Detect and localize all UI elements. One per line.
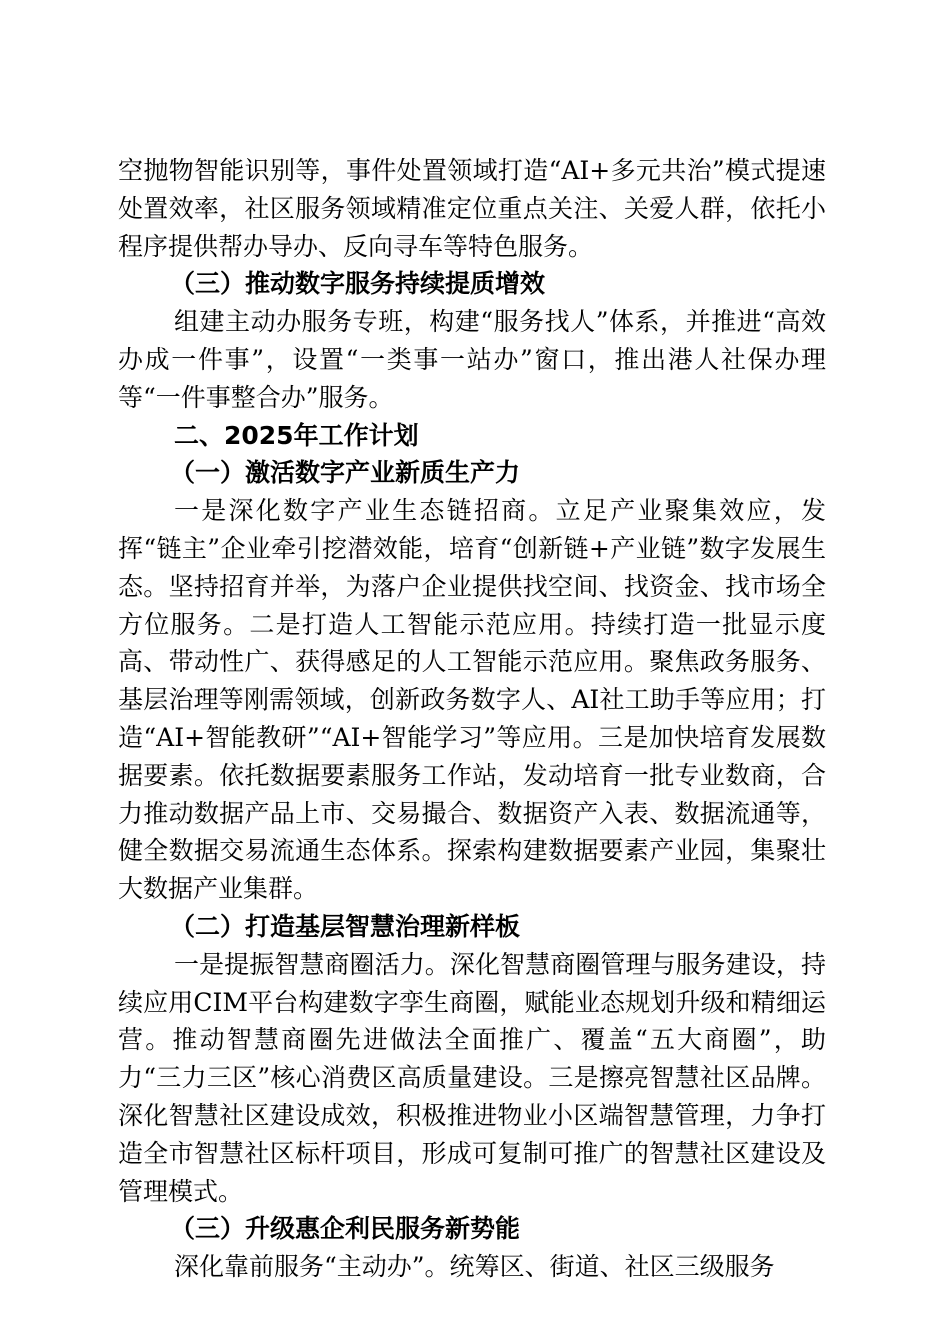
section-subheading: （三）推动数字服务持续提质增效 [170, 269, 546, 299]
section-subheading: （二）打造基层智慧治理新样板 [170, 911, 521, 941]
body-paragraph: 空抛物智能识别等，事件处置领域打造“AI+多元共治”模式提速处置效率，社区服务领域精准定位重点关注、关爱人群，依托小程序提供帮办导办、反向寻车等特色服务。 [118, 156, 826, 261]
body-paragraph: 一是提振智慧商圈活力。深化智慧商圈管理与服务建设，持续应用CIM平台构建数字孪生商圈，赋能业态规划升级和精细运营。推动智慧商圈先进做法全面推广、覆盖“五大商圈”，助力“三力三区”核心消费区高质量建设。三是擦亮智慧社区品牌。深化智慧社区建设成效，积极推进物业小区端智慧管理，力争打造全市智慧社区标杆项目，形成可复制可推广的智慧社区建设及管理模式。 [118, 949, 826, 1206]
body-paragraph: 深化靠前服务“主动办”。统筹区、街道、社区三级服务 [174, 1252, 775, 1282]
section-subheading: （三）升级惠企利民服务新势能 [170, 1214, 521, 1244]
body-paragraph: 一是深化数字产业生态链招商。立足产业聚集效应，发挥“链主”企业牵引挖潜效能，培育“创新链+产业链”数字发展生态。坚持招育并举，为落户企业提供找空间、找资金、找市场全方位服务。二是打造人工智能示范应用。持续打造一批显示度高、带动性广、获得感足的人工智能示范应用。聚焦政务服务、基层治理等刚需领域，创新政务数字人、AI社工助手等应用；打造“AI+智能教研”“AI+智能学习”等应用。三是加快培育发展数据要素。依托数据要素服务工作站，发动培育一批专业数商，合力推动数据产品上市、交易撮合、数据资产入表、数据流通等，健全数据交易流通生态体系。探索构建数据要素产业园，集聚壮大数据产业集群。 [118, 496, 826, 904]
section-heading: 二、2025年工作计划 [174, 420, 419, 450]
document-page [118, 152, 826, 1286]
body-paragraph: 组建主动办服务专班，构建“服务找人”体系，并推进“高效办成一件事”，设置“一类事一站办”窗口，推出港人社保办理等“一件事整合办”服务。 [118, 307, 826, 412]
section-subheading: （一）激活数字产业新质生产力 [170, 458, 521, 488]
